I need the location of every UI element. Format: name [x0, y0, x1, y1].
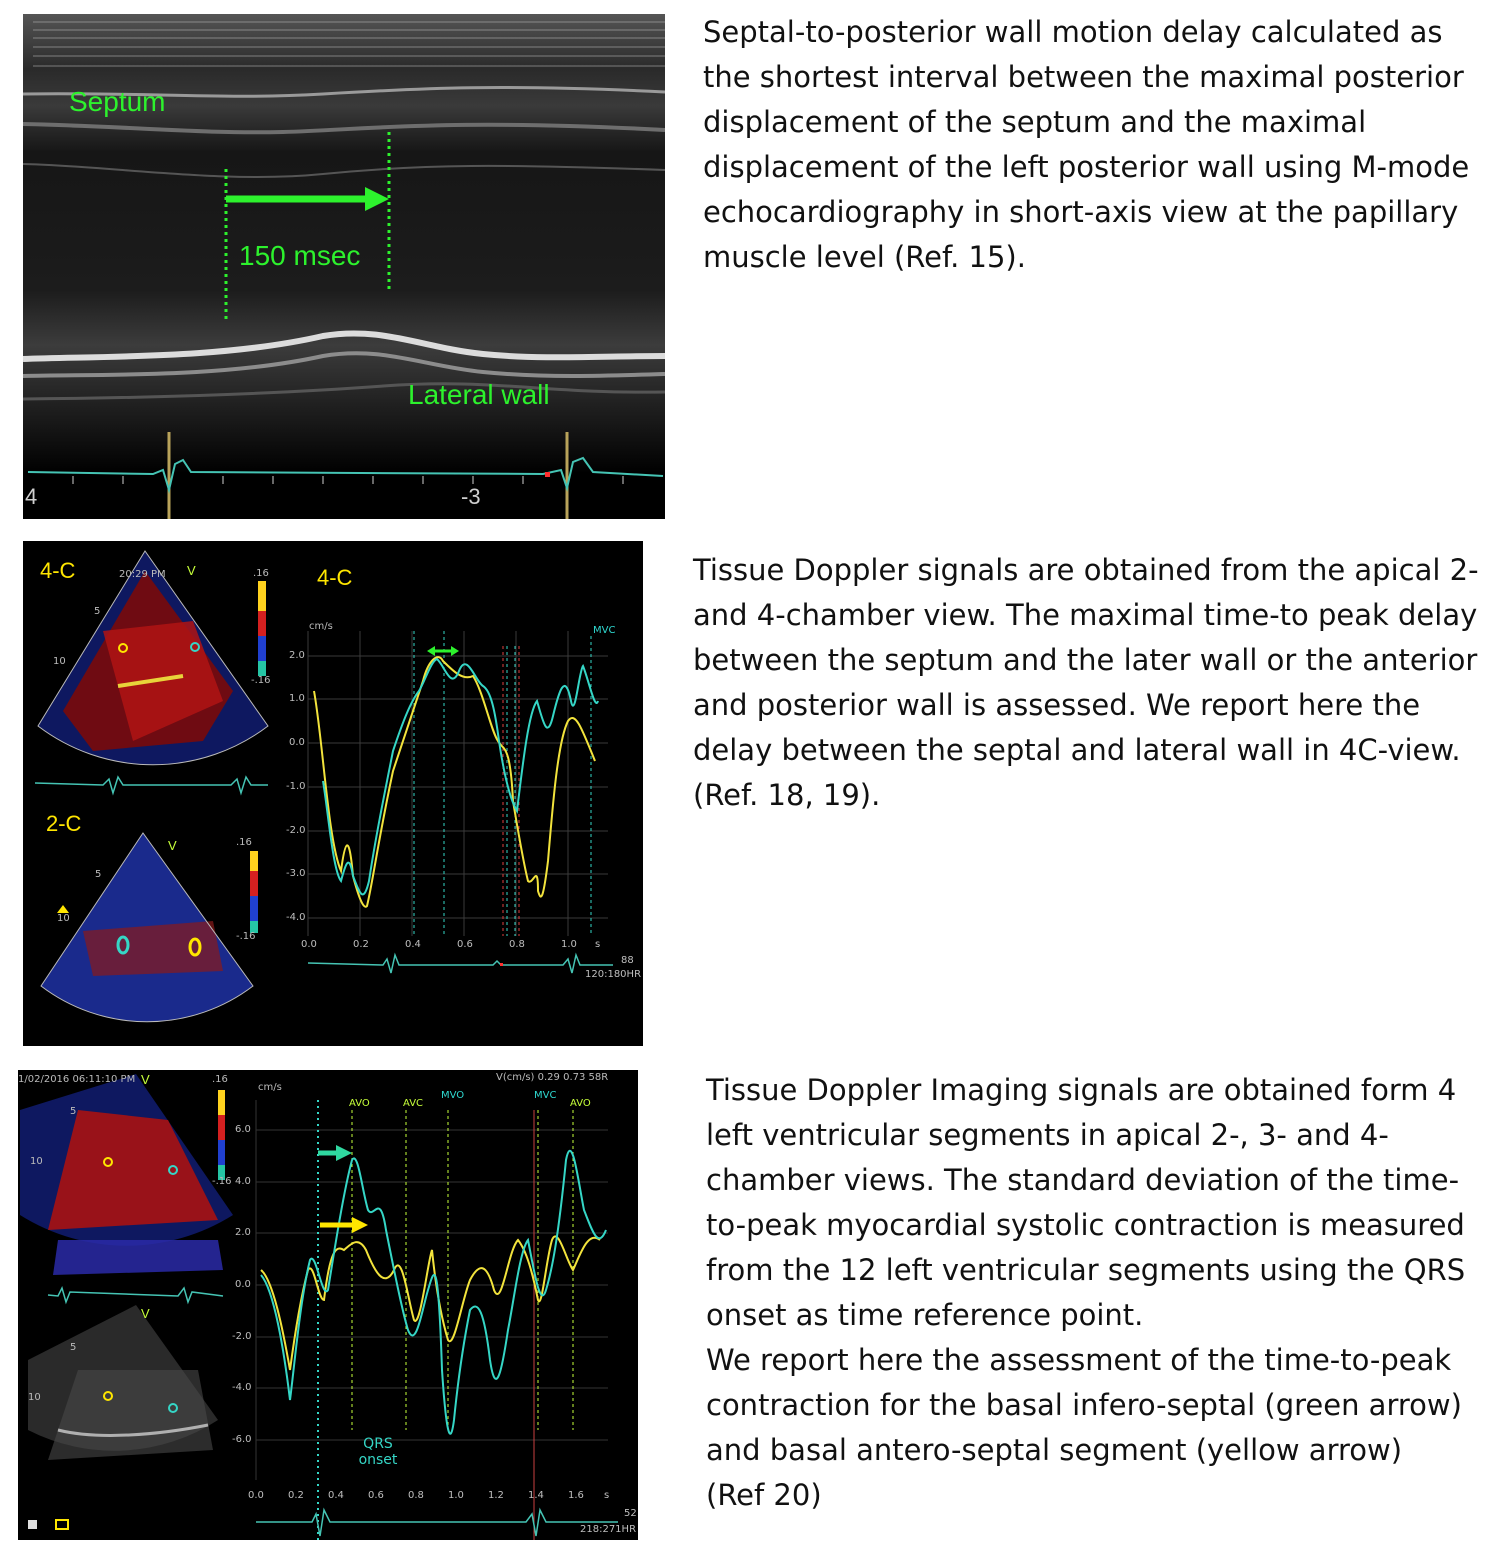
qrs-onset-label: QRS onset	[358, 1436, 398, 1468]
y-tick: 2.0	[235, 1227, 251, 1238]
marker-mvc: MVC	[534, 1090, 557, 1101]
depth-10: 10	[53, 656, 66, 667]
x-tick: 0.0	[248, 1490, 264, 1501]
scale-bottom-2c: -.16	[236, 931, 256, 942]
depth-5-top: 5	[70, 1106, 77, 1117]
x-tick: 1.0	[448, 1490, 464, 1501]
y-tick: -4.0	[232, 1382, 252, 1393]
x-tick: 1.0	[561, 939, 577, 950]
depth-10-top: 10	[30, 1156, 43, 1167]
depth-5: 5	[94, 606, 101, 617]
y-tick: -4.0	[286, 912, 306, 923]
caption-tdi: Tissue Doppler Imaging signals are obtained form 4 left ventricular segments in apical 2-, 3- and 4-chamber views. The standard deviation of the time-to-peak myocardial systolic contraction is measured from the 12 left ventricular segments using the QRS onset as time reference point. We report here the assessment of the time-to-peak contraction for the basal infero-septal (green arrow) and basal antero-septal segment (yellow arrow) (Ref 20)	[706, 1073, 1466, 1512]
scale-bottom: -.16	[212, 1176, 232, 1187]
y-tick: 4.0	[235, 1176, 251, 1187]
depth-10-bottom: 10	[28, 1392, 41, 1403]
tdi-graphic	[18, 1070, 638, 1540]
view-4c-label: 4-C	[40, 558, 76, 583]
y-tick: -1.0	[286, 781, 306, 792]
delay-label: 150 msec	[239, 240, 361, 271]
tissue-doppler-image	[23, 541, 643, 1046]
tdi-image	[18, 1070, 638, 1540]
x-unit: s	[604, 1490, 610, 1501]
mvc-marker: MVC	[593, 625, 616, 636]
lateral-wall-label: Lateral wall	[408, 379, 550, 410]
v-marker-2c: V	[168, 838, 177, 853]
y-tick: -2.0	[286, 825, 306, 836]
depth-5-2c: 5	[95, 869, 102, 880]
y-tick: 1.0	[289, 693, 305, 704]
header-readout: V(cm/s) 0.29 0.73 58R	[496, 1072, 609, 1083]
heart-rate-range: 218:271HR	[580, 1524, 637, 1535]
heart-rate: 52	[624, 1508, 637, 1519]
x-tick: 0.4	[405, 939, 421, 950]
x-unit: s	[595, 939, 601, 950]
marker-avc: AVC	[403, 1098, 424, 1109]
v-marker: V	[187, 563, 196, 578]
date-stamp: 1/02/2016 06:11:10 PM	[18, 1074, 136, 1085]
caption-tissue-doppler: Tissue Doppler signals are obtained from the apical 2- and 4-chamber view. The maximal time-to peak delay between the septum and the later wall or the anterior and posterior wall is assessed. We report here the delay between the septal and lateral wall in 4C-view. (Ref. 18, 19).	[693, 553, 1479, 812]
depth-5-bottom: 5	[70, 1342, 77, 1353]
x-tick: 1.2	[488, 1490, 504, 1501]
tissue-doppler-graphic	[23, 541, 643, 1046]
marker-avo: AVO	[349, 1098, 370, 1109]
x-tick: 0.2	[288, 1490, 304, 1501]
y-tick: -2.0	[232, 1331, 252, 1342]
timestamp: 20:29 PM	[119, 569, 166, 580]
y-tick: 0.0	[289, 737, 305, 748]
scale-top-2c: .16	[236, 837, 252, 848]
scale-top: .16	[212, 1074, 228, 1085]
view-2c-label: 2-C	[46, 811, 82, 836]
v-marker-bottom: V	[141, 1306, 150, 1321]
y-tick: -6.0	[232, 1434, 252, 1445]
mmode-image	[23, 14, 665, 519]
scale-left-number: 4	[25, 484, 38, 509]
v-marker-top: V	[141, 1072, 150, 1087]
septum-label: Septum	[69, 86, 166, 117]
x-tick: 0.2	[353, 939, 369, 950]
y-tick: 2.0	[289, 650, 305, 661]
caption-mmode: Septal-to-posterior wall motion delay calculated as the shortest interval between the maximal posterior displacement of the septum and the maximal displacement of the left posterior wall using M-mode echocardiography in short-axis view at the papillary muscle level (Ref. 15).	[703, 15, 1470, 274]
chart-y-unit: cm/s	[258, 1082, 282, 1093]
marker-mvo: MVO	[441, 1090, 465, 1101]
heart-rate: 88	[621, 955, 634, 966]
marker-avo-2: AVO	[570, 1098, 591, 1109]
scale-top: .16	[253, 568, 269, 579]
x-tick: 0.0	[301, 939, 317, 950]
chart-view-4c-label: 4-C	[317, 565, 353, 590]
depth-10-2c: 10	[57, 913, 70, 924]
x-tick: 1.6	[568, 1490, 584, 1501]
y-tick: 0.0	[235, 1279, 251, 1290]
x-tick: 1.4	[528, 1490, 544, 1501]
scale-bottom: -.16	[251, 675, 271, 686]
heart-rate-range: 120:180HR	[585, 969, 642, 980]
x-tick: 0.4	[328, 1490, 344, 1501]
y-tick: 6.0	[235, 1124, 251, 1135]
x-tick: 0.8	[408, 1490, 424, 1501]
scale-right-number: -3	[461, 484, 481, 509]
x-tick: 0.6	[368, 1490, 384, 1501]
x-tick: 0.6	[457, 939, 473, 950]
x-tick: 0.8	[509, 939, 525, 950]
chart-y-unit: cm/s	[309, 621, 333, 632]
y-tick: -3.0	[286, 868, 306, 879]
